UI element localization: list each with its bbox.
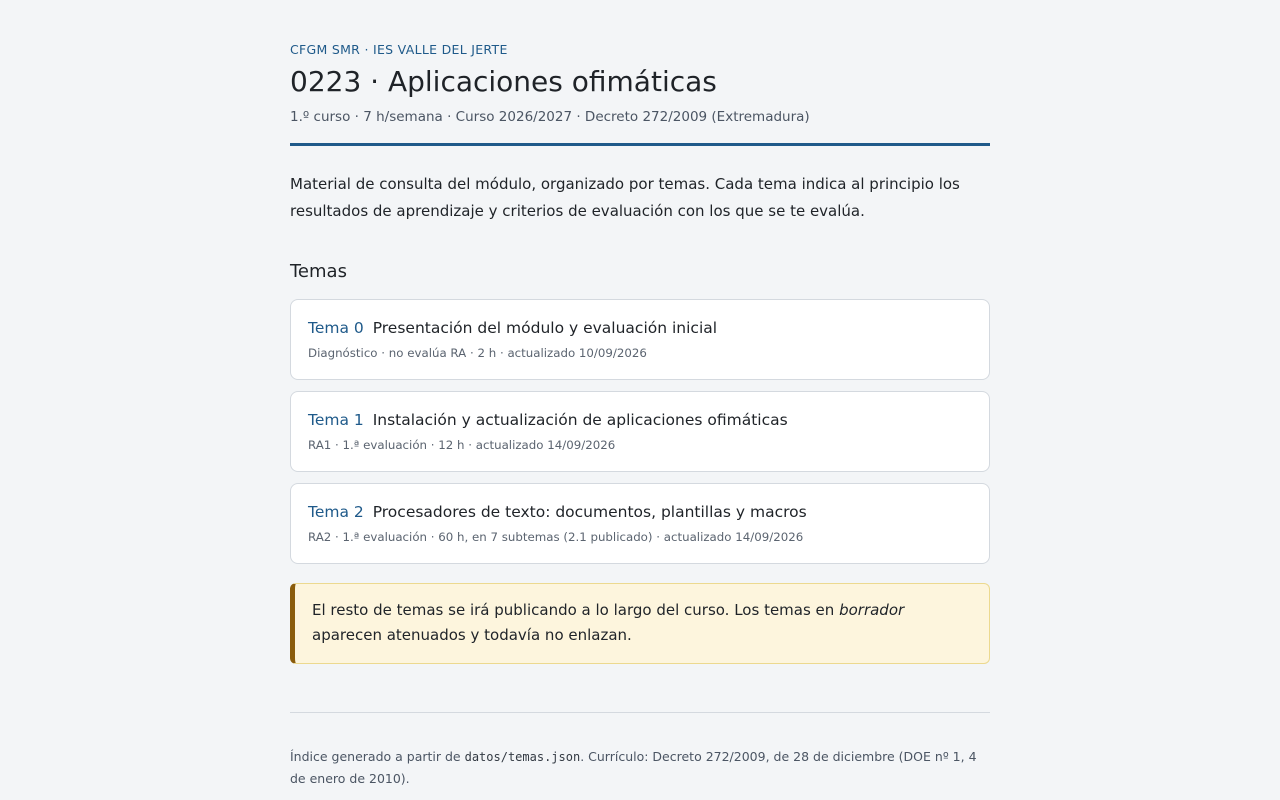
page [290, 0, 990, 789]
unit-card-tema-2[interactable] [290, 483, 990, 564]
unit-title: Instalación y actualización de aplicaciones ofimáticas [372, 411, 788, 429]
draft-notice [290, 583, 990, 664]
unit-card-tema-0[interactable] [290, 299, 990, 380]
unit-meta: RA1 · 1.ª evaluación · 12 h · actualizado 14/09/2026 [308, 438, 616, 452]
notice-text-start: El resto de temas se irá publicando a lo largo del curso. Los temas en [312, 601, 840, 619]
unit-card-tema-1[interactable] [290, 391, 990, 472]
footer-source-file: datos/temas.json [464, 750, 581, 764]
unit-heading [308, 502, 972, 522]
unit-number: Tema 2 [308, 503, 364, 521]
footer-text-end: . Currículo: Decreto 272/2009, de 28 de diciembre (DOE nº 1, 4 de enero de 2010). [290, 749, 977, 786]
footer-text-start: Índice generado a partir de [290, 749, 465, 764]
unit-number: Tema 1 [308, 411, 364, 429]
page-kicker: CFGM SMR · IES VALLE DEL JERTE [290, 42, 508, 57]
intro-text: Material de consulta del módulo, organizado por temas. Cada tema indica al principio los resultados de aprendizaje y criterios de evaluación con los que se te evalúa. [290, 175, 960, 220]
page-footer [290, 746, 990, 789]
notice-text-end: aparecen atenuados y todavía no enlazan. [312, 626, 632, 644]
unit-number: Tema 0 [308, 319, 364, 337]
footer-divider [290, 712, 990, 713]
header-divider [290, 143, 990, 146]
page-subtitle: 1.º curso · 7 h/semana · Curso 2026/2027 · Decreto 272/2009 (Extremadura) [290, 109, 810, 125]
unit-heading [308, 318, 972, 338]
unit-title: Presentación del módulo y evaluación inicial [372, 319, 718, 337]
unit-title: Procesadores de texto: documentos, plantillas y macros [372, 503, 807, 521]
unit-meta: Diagnóstico · no evalúa RA · 2 h · actualizado 10/09/2026 [308, 346, 647, 360]
notice-emphasis: borrador [839, 601, 905, 619]
page-title: 0223 · Aplicaciones ofimáticas [290, 65, 717, 98]
page-header [290, 42, 990, 146]
unit-heading [308, 410, 972, 430]
section-title-temas: Temas [290, 261, 347, 282]
unit-meta: RA2 · 1.ª evaluación · 60 h, en 7 subtemas (2.1 publicado) · actualizado 14/09/2026 [308, 530, 804, 544]
unit-list [290, 299, 990, 564]
